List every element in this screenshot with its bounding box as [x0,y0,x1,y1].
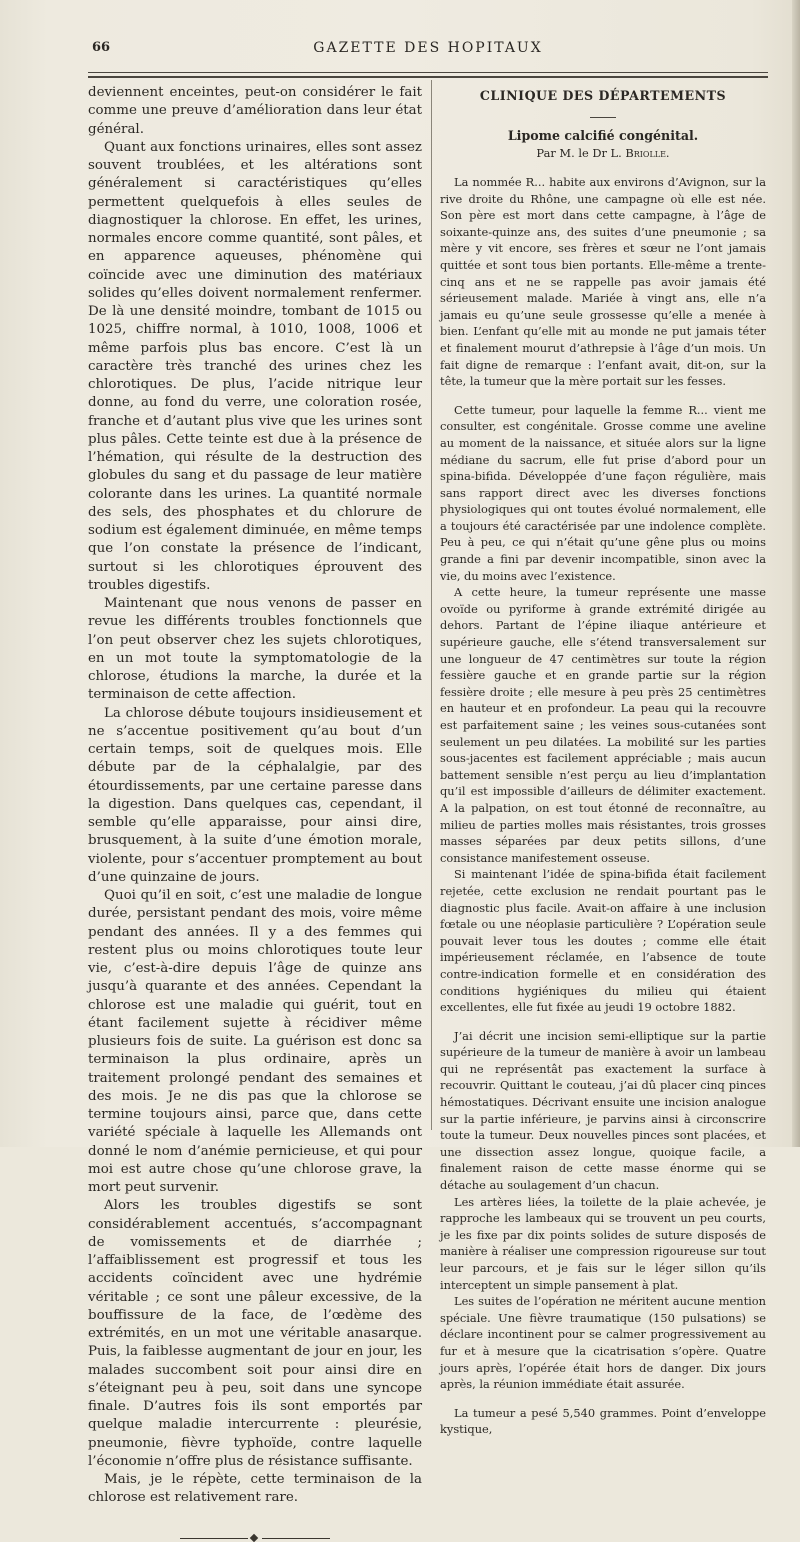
left-paragraph: Alors les troubles digestifs se sont considérablement accentués, s’accompagnant de vomissements et de diarrhée ; l’affaiblissement est progressif et tous les accidents coïncident avec une hydrémie véritable ; ce sont une pâleur excessive, de la bouffissure de la face, de l’œdème des extrémités, en un mot une véritable anasarque. Puis, la faiblesse augmentant de jour en jour, les malades succombent soit pour ainsi dire en s’éteignant peu à peu, soit dans une syncope finale. D’autres fois ils sont emportés par quelque maladie intercurrente : pleurésie, pneumonie, fièvre typhoïde, contre laquelle l’économie n’offre plus de résistance suffisante. [88,1198,422,1469]
page-header [88,40,768,62]
section-rule [590,117,616,118]
end-ornament [180,1534,330,1542]
right-paragraph: La tumeur a pesé 5,540 grammes. Point d’enveloppe kystique, [440,1405,766,1437]
left-paragraph: Maintenant que nous venons de passer en revue les différents troubles fonctionnels que l’on peut observer chez les sujets chlorotiques, en un mot toute la symptomatologie de la chlorose, étudions la marche, la durée et la terminaison de cette affection. [88,596,422,703]
ornament-line-right [262,1538,330,1539]
right-paragraph: Cette tumeur, pour laquelle la femme R... vient me consulter, est congénitale. Grosse comme une aveline au moment de la naissance, et située alors sur la ligne médiane du sacrum, elle fut prise d’abord pour un spina-bifida. Développée d’une façon régulière, mais sans rapport direct avec les diverses fonctions physiologiques qui ont toutes évolué normalement, elle a toujours été caractérisée par une indolence complète. Peu à peu, ce qui n’était qu’une gêne plus ou moins grande a fini par devenir incompatible, sinon avec la vie, du moins avec l’existence. [440,402,766,583]
left-paragraph: Mais, je le répète, cette terminaison de la chlorose est relativement rare. [88,1472,422,1506]
page-edge [792,0,800,1147]
header-rule-thin [88,72,768,73]
right-paragraph: Les suites de l’opération ne méritent aucune mention spéciale. Une fièvre traumatique (150 pulsations) se déclare incontinent pour se calmer progressivement au fur et à mesure que la cicatrisation s’opère. Quatre jours après, l’opérée était hors de danger. Dix jours après, la réunion immédiate était assurée. [440,1294,766,1392]
right-paragraph: Si maintenant l’idée de spina-bifida était facilement rejetée, cette exclusion ne rendait pourtant pas le diagnostic plus facile. Avait-on affaire à une inclusion fœtale ou une néoplasie particulière ? L’opération seule pouvait lever tous les doutes ; comme elle était impérieusement réclamée, en l’absence de toute contre-indication formelle et en considération des conditions hygiéniques du milieu qui étaient excellentes, elle fut fixée au jeudi 19 octobre 1882. [440,867,766,1015]
right-paragraph: J’ai décrit une incision semi-elliptique sur la partie supérieure de la tumeur de manière à avoir un lambeau qui ne représentât pas exactement la surface à recouvrir. Quittant le couteau, j’ai dû placer cinq pinces hémostatiques. Décrivant ensuite une incision analogue sur la partie inférieure, je parvins ainsi à circonscrire toute la tumeur. Deux nouvelles pinces sont placées, et une dissection assez longue, quoique facile, a finalement raison de cette masse énorme qui se détache au soulagement d’un chacun. [440,1028,766,1193]
running-title: GAZETTE DES HOPITAUX [313,40,543,56]
left-paragraph: deviennent enceintes, peut-on considérer le fait comme une preuve d’amélioration dans leur état général. [88,85,422,137]
left-paragraph: Quant aux fonctions urinaires, elles sont assez souvent troublées, et les altérations sont généralement si caractéristiques qu’elles permettent quelquefois à elles seules de diagnostiquer la chlorose. En effet, les urines, normales encore comme quantité, sont pâles, et en apparence aqueuses, phénomène qui coïncide avec une diminution des matériaux solides qu’elles doivent normalement renfermer. De là une densité moindre, tombant de 1015 ou 1025, chiffre normal, à 1010, 1008, 1006 et même parfois plus bas encore. C’est là un caractère très tranché des urines chez les chlorotiques. De plus, l’acide nitrique leur donne, au fond du verre, une coloration rosée, franche et d’autant plus vive que les urines sont plus pâles. Cette teinte est due à la présence de l’hémation, qui résulte de la destruction des globules du sang et du passage de leur matière colorante dans les urines. La quantité normale des sels, des phosphates et du chlorure de sodium est également diminuée, en même temps que l’on constate la présence de l’indicant, surtout si les chlorotiques éprouvent des troubles digestifs. [88,139,422,593]
column-divider [431,80,432,1130]
byline [440,146,766,160]
ornament-line-left [180,1538,248,1539]
left-paragraph: Quoi qu’il en soit, c’est une maladie de longue durée, persistant pendant des mois, voire même pendant des années. Il y a des femmes qui restent plus ou moins chlorotiques toute leur vie, c’est-à-dire depuis l’âge de quinze ans jusqu’à quarante et des années. Cependant la chlorose est une maladie qui guérit, tout en étant facilement sujette à récidiver même plusieurs fois de suite. La guérison est donc sa terminaison la plus ordinaire, après un traitement prolongé pendant des semaines et des mois. Je ne dis pas que la chlorose se termine toujours ainsi, parce que, dans cette variété spéciale à laquelle les Allemands ont donné le nom d’anémie pernicieuse, et qui pour moi est autre chose qu’une chlorose grave, la mort peut survenir. [88,888,422,1195]
byline-author: L. Briolle. [610,146,670,160]
right-paragraph: La nommée R... habite aux environs d’Avignon, sur la rive droite du Rhône, une campagne où elle est née. Son père est mort dans cette campagne, à l’âge de soixante-quinze ans, des suites d’une pneumonie ; sa mère y vit encore, ses frères et sœur ne l’ont jamais quittée et sont tous bien portants. Elle-même a trente-cinq ans et ne se rappelle pas avoir jamais été sérieusement malade. Mariée à vingt ans, elle n’a jamais eu qu’une seule grossesse qu’elle a menée à bien. L’enfant qu’elle mit au monde ne put jamais téter et finalement mourut d’athrepsie à l’âge d’un mois. Un fait digne de remarque : l’enfant avait, dit-on, sur la tête, la tumeur que la mère portait sur les fesses. [440,175,766,389]
ornament-diamond [250,1533,258,1541]
header-rule-thick [88,76,768,78]
right-column [440,88,766,1438]
left-paragraph: La chlorose débute toujours insidieusement et ne s’accentue positivement qu’au bout d’un certain temps, soit de quelques mois. Elle débute par de la céphalalgie, par des étourdissements, par une certaine paresse dans la digestion. Dans quelques cas, cependant, il semble qu’elle apparaisse, pour ainsi dire, brusquement, à la suite d’une émotion morale, violente, pour s’accentuer promptement au bout d’une quinzaine de jours. [88,705,422,885]
right-paragraph: A cette heure, la tumeur représente une masse ovoïde ou pyriforme à grande extrémité dirigée au dehors. Partant de l’épine iliaque antérieure et supérieure gauche, elle s’étend transversalement sur une longueur de 47 centimètres sur toute la région fessière gauche et en grande partie sur la région fessière droite ; elle mesure à peu près 25 centimètres en hauteur et en profondeur. La peau qui la recouvre est parfaitement saine ; les veines sous-cutanées sont seulement un peu dilatées. La mobilité sur les parties sous-jacentes est facilement appréciable ; mais aucun battement sensible n’est perçu au lieu d’implantation qu’il est impossible d’ailleurs de délimiter exactement. A la palpation, on est tout étonné de reconnaître, au milieu de parties molles mais résistantes, trois grosses masses séparées par deux petits sillons, d’une consistance manifestement osseuse. [440,585,766,865]
right-paragraph: Les artères liées, la toilette de la plaie achevée, je rapproche les lambeaux qui se trouvent un peu courts, je les fixe par dix points solides de suture disposés de manière à réaliser une compression rigoureuse sur tout leur parcours, et je fais sur le léger sillon qu’ils interceptent un simple pansement à plat. [440,1194,766,1292]
left-column [88,84,422,1542]
section-heading: CLINIQUE DES DÉPARTEMENTS [479,88,727,103]
byline-prefix: Par M. le Dr [536,146,611,160]
page-number: 66 [92,40,111,55]
article-title: Lipome calcifié congénital. [507,128,699,143]
